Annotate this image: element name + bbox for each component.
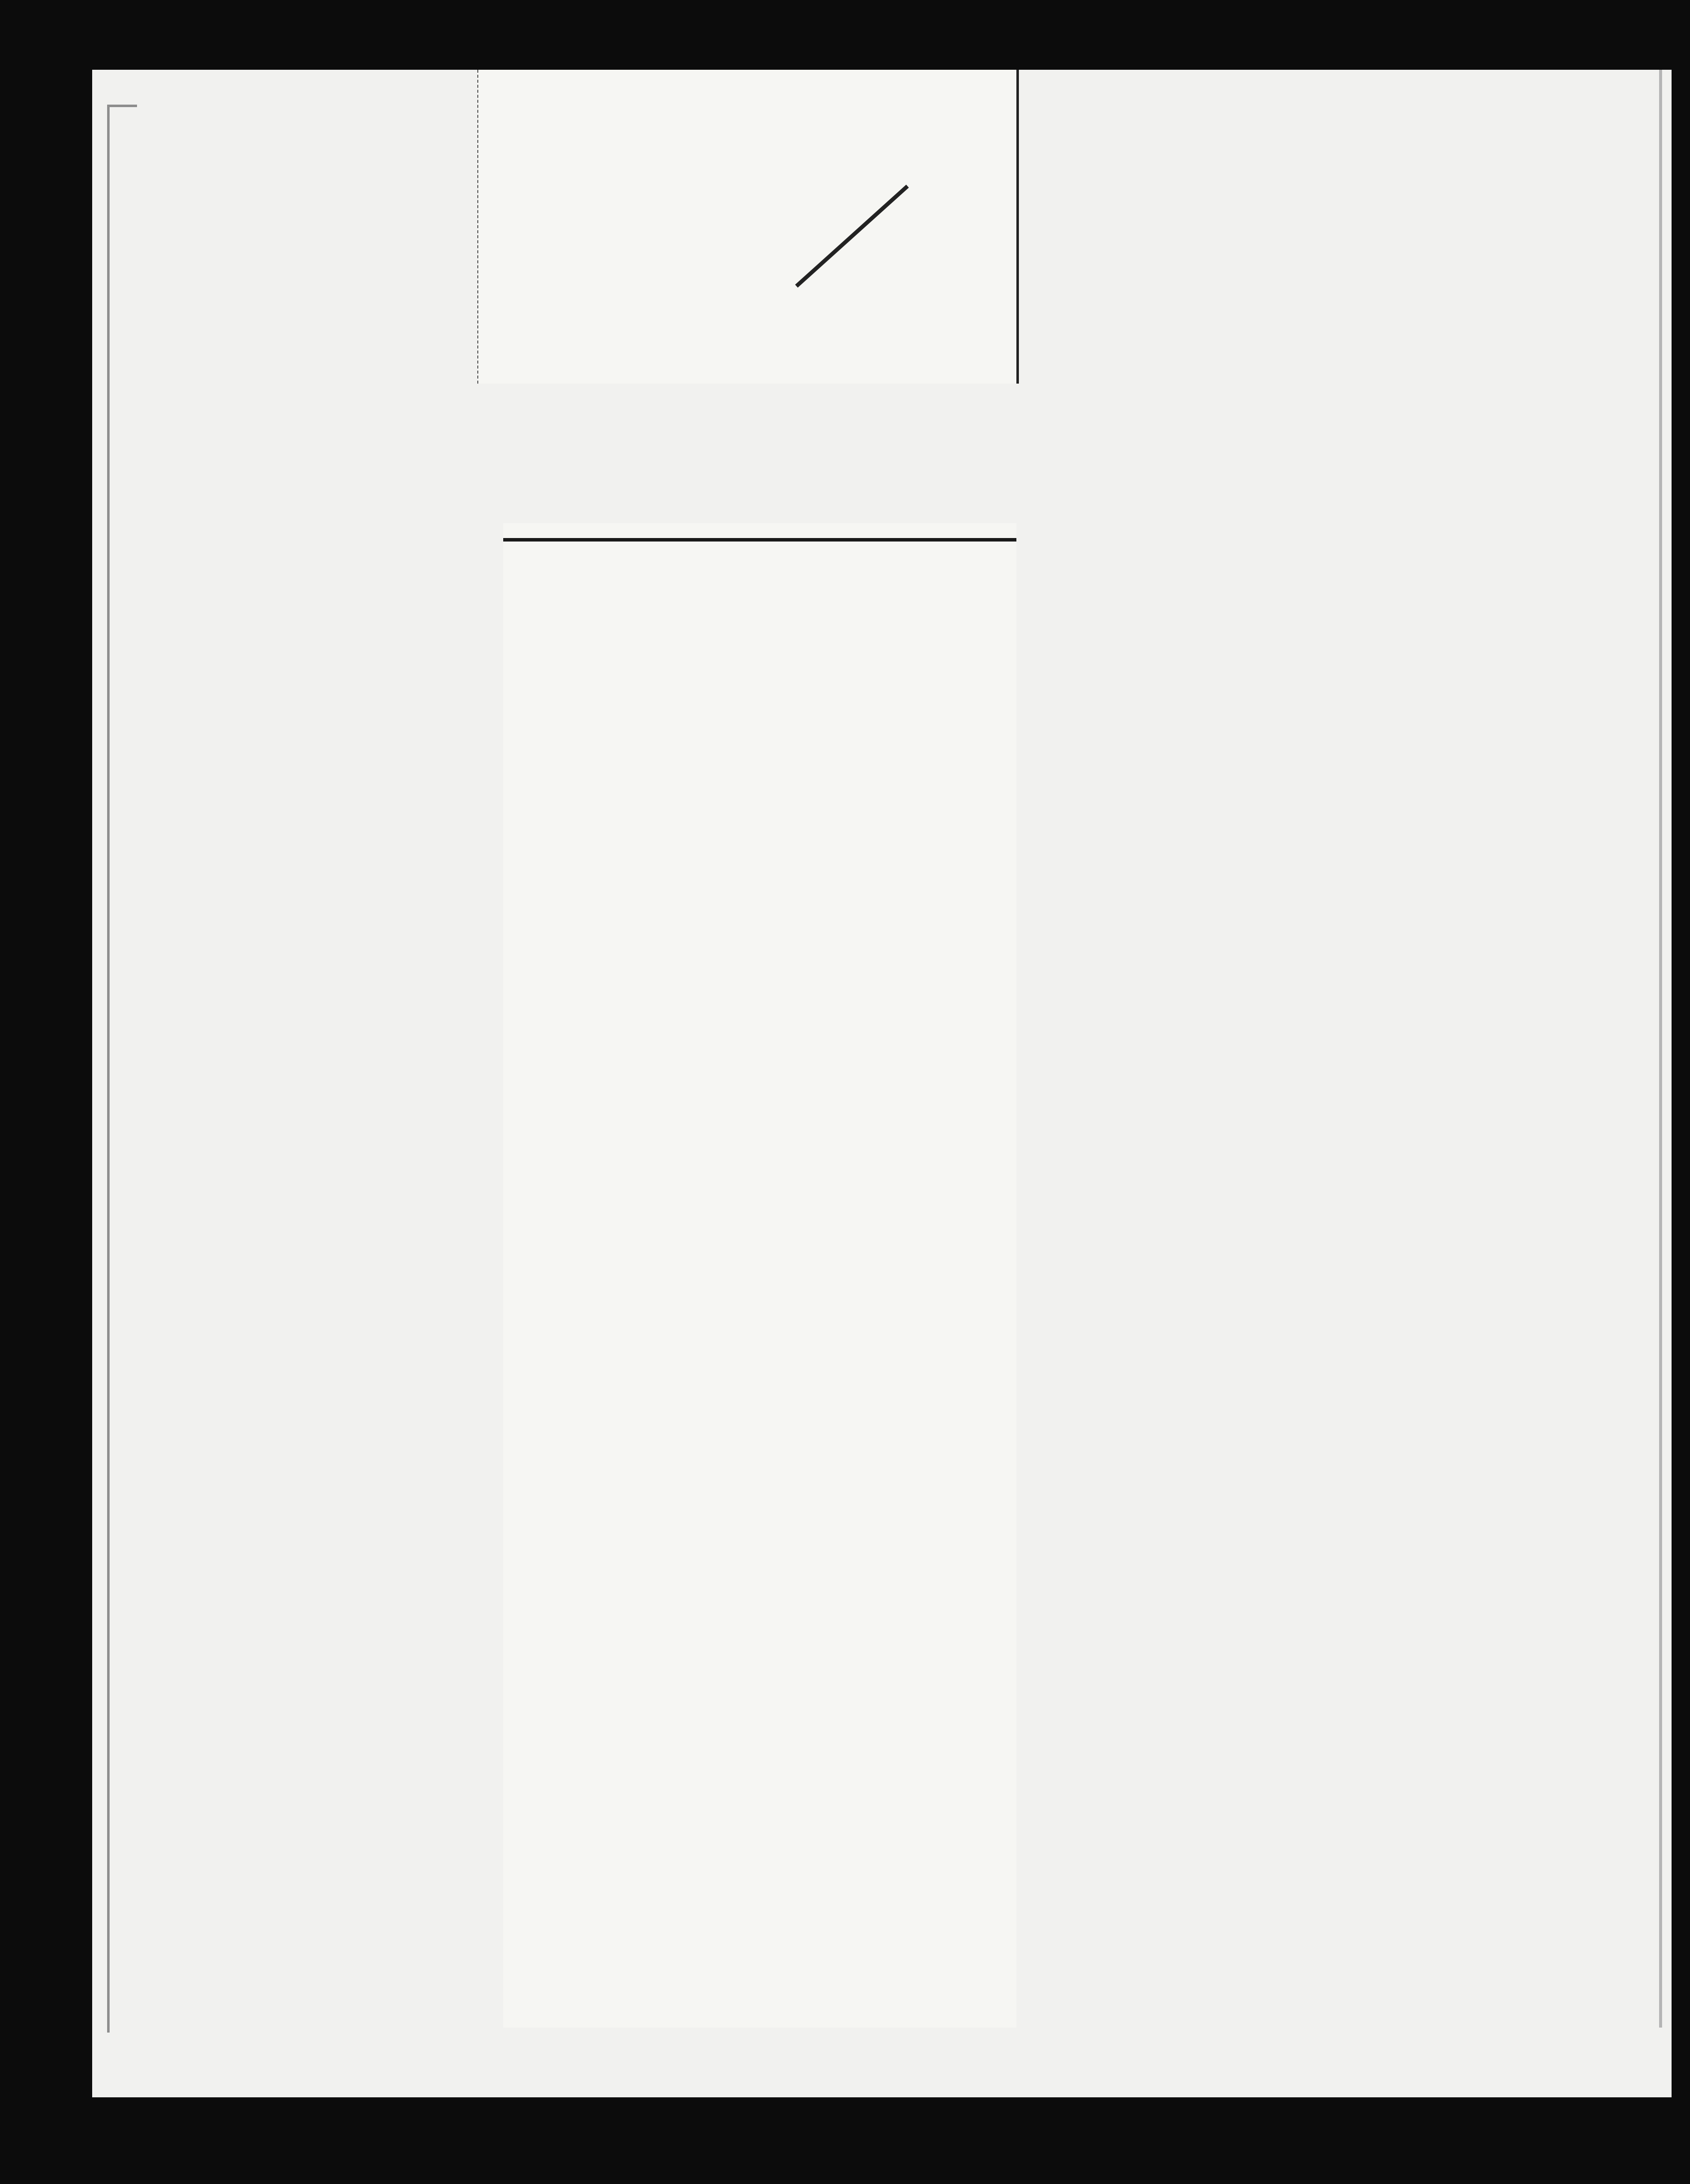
source-stamp — [1016, 329, 1216, 837]
clipping-top-fragment — [477, 70, 1019, 384]
column-rule — [503, 538, 1016, 542]
handwritten-annotation — [478, 384, 1001, 508]
clipping-main-article — [503, 523, 1016, 2028]
mount-edge-top — [107, 105, 137, 107]
mount-edge-left — [107, 105, 110, 2033]
mount-edge-right — [1659, 70, 1662, 2028]
clipping-top-text — [478, 70, 1016, 75]
